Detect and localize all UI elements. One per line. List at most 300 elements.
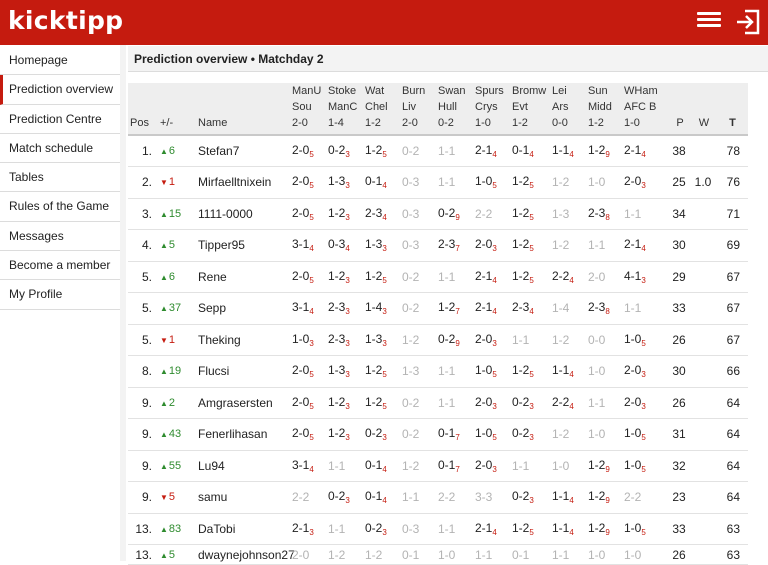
prediction-cell xyxy=(586,230,622,262)
arrow-down-icon: ▼ xyxy=(160,493,168,503)
points-w xyxy=(691,324,715,356)
prediction-score: 1-0 xyxy=(475,363,493,378)
prediction-cell xyxy=(550,293,586,325)
prediction-cell xyxy=(473,356,510,388)
prediction-score: 1-1 xyxy=(588,395,606,410)
prediction-cell xyxy=(586,419,622,451)
player-name[interactable]: Lu94 xyxy=(196,450,290,482)
prediction-cell xyxy=(550,261,586,293)
column-header-match-2[interactable] xyxy=(326,83,363,135)
prediction-score: 2-3 xyxy=(512,300,530,315)
arrow-up-icon: ▲ xyxy=(160,304,168,314)
kicktipp-logo[interactable]: kicktipp xyxy=(8,6,124,35)
player-name[interactable]: Sepp xyxy=(196,293,290,325)
prediction-score: 2-0 xyxy=(292,394,310,409)
prediction-cell xyxy=(363,513,400,545)
prediction-score: 1-2 xyxy=(512,268,530,283)
match-result: 1-4 xyxy=(328,117,344,129)
prediction-score: 1-1 xyxy=(512,332,530,347)
prediction-cell xyxy=(436,167,473,199)
sidebar-item-rules-of-the-game[interactable]: Rules of the Game xyxy=(0,192,120,221)
row-change xyxy=(158,513,196,545)
prediction-points: 3 xyxy=(641,275,646,285)
prediction-cell xyxy=(622,293,667,325)
points-total: 67 xyxy=(715,293,748,325)
column-header-match-4[interactable] xyxy=(400,83,436,135)
points-total: 64 xyxy=(715,482,748,514)
row-change xyxy=(158,419,196,451)
table-row[interactable] xyxy=(128,419,748,451)
column-header-match-9[interactable] xyxy=(586,83,622,135)
prediction-score: 2-0 xyxy=(292,426,310,441)
match-result: 1-0 xyxy=(624,117,640,129)
prediction-points: 4 xyxy=(382,212,387,222)
prediction-points: 5 xyxy=(382,150,387,159)
match-away: Evt xyxy=(512,101,528,113)
prediction-score: 1-2 xyxy=(588,520,606,535)
prediction-score: 1-4 xyxy=(552,301,570,316)
prediction-points: 5 xyxy=(309,212,314,222)
prediction-cell xyxy=(436,293,473,325)
prediction-score: 2-0 xyxy=(292,174,310,189)
column-header-p[interactable]: P xyxy=(667,83,691,135)
sidebar-item-prediction-overview[interactable]: Prediction overview xyxy=(0,75,120,104)
prediction-points: 5 xyxy=(529,275,534,285)
prediction-score: 0-2 xyxy=(402,427,420,442)
page-title: Prediction overview • Matchday 2 xyxy=(134,52,324,66)
points-w xyxy=(691,135,715,167)
row-position: 13. xyxy=(128,545,158,565)
prediction-cell xyxy=(510,513,550,545)
prediction-points: 4 xyxy=(382,181,387,191)
prediction-points: 3 xyxy=(529,496,534,506)
prediction-score: 1-1 xyxy=(402,490,420,505)
points-w xyxy=(691,545,715,565)
prediction-cell xyxy=(510,324,550,356)
prediction-points: 8 xyxy=(605,307,610,317)
prediction-score: 2-2 xyxy=(438,490,456,505)
points-total: 67 xyxy=(715,324,748,356)
prediction-points: 4 xyxy=(529,307,534,317)
row-change xyxy=(158,293,196,325)
player-name[interactable]: Theking xyxy=(196,324,290,356)
table-row[interactable] xyxy=(128,293,748,325)
prediction-points: 7 xyxy=(455,433,460,443)
player-name[interactable]: Amgrasersten xyxy=(196,387,290,419)
match-away: Liv xyxy=(402,101,417,113)
table-row[interactable] xyxy=(128,387,748,419)
prediction-cell xyxy=(586,261,622,293)
prediction-score: 0-3 xyxy=(402,521,420,536)
prediction-cell xyxy=(622,324,667,356)
row-change xyxy=(158,167,196,199)
points-p: 30 xyxy=(667,356,691,388)
sidebar-item-tables[interactable]: Tables xyxy=(0,163,120,192)
prediction-points: 4 xyxy=(309,244,314,254)
table-row[interactable] xyxy=(128,513,748,545)
change-value: 1 xyxy=(168,333,176,346)
points-p: 26 xyxy=(667,545,691,565)
prediction-points: 5 xyxy=(309,401,314,411)
prediction-points: 5 xyxy=(529,370,534,380)
sidebar-item-homepage[interactable]: Homepage xyxy=(0,46,120,75)
prediction-points: 4 xyxy=(492,275,497,285)
prediction-score: 1-2 xyxy=(512,205,530,220)
prediction-points: 3 xyxy=(345,212,350,222)
column-header-match-8[interactable] xyxy=(550,83,586,135)
table-row[interactable] xyxy=(128,135,748,167)
player-name[interactable]: samu xyxy=(196,482,290,514)
prediction-score: 2-2 xyxy=(624,490,642,505)
prediction-cell xyxy=(290,356,326,388)
match-home: Lei xyxy=(552,85,567,97)
row-change xyxy=(158,545,196,565)
prediction-points: 5 xyxy=(529,527,534,537)
prediction-cell xyxy=(290,450,326,482)
points-total: 76 xyxy=(715,167,748,199)
prediction-score: 2-2 xyxy=(552,268,570,283)
row-position: 9. xyxy=(128,482,158,514)
prediction-score: 1-1 xyxy=(438,175,456,190)
prediction-cell xyxy=(586,482,622,514)
prediction-score: 1-2 xyxy=(438,300,456,315)
prediction-points: 8 xyxy=(605,212,610,222)
prediction-cell xyxy=(400,230,436,262)
prediction-score: 0-1 xyxy=(365,174,383,189)
prediction-score: 1-2 xyxy=(588,143,606,157)
column-header-match-10[interactable] xyxy=(622,83,667,135)
prediction-cell xyxy=(436,513,473,545)
prediction-cell xyxy=(473,324,510,356)
prediction-points: 3 xyxy=(529,401,534,411)
prediction-points: 5 xyxy=(641,433,646,443)
prediction-score: 1-2 xyxy=(552,238,570,253)
prediction-cell xyxy=(290,167,326,199)
prediction-score: 3-1 xyxy=(292,300,310,315)
prediction-score: 2-0 xyxy=(475,394,493,409)
prediction-points: 5 xyxy=(529,244,534,254)
table-row[interactable] xyxy=(128,482,748,514)
prediction-cell xyxy=(400,167,436,199)
prediction-cell xyxy=(622,545,667,565)
prediction-points: 4 xyxy=(382,464,387,474)
column-header-match-1[interactable] xyxy=(290,83,326,135)
prediction-points: 5 xyxy=(309,275,314,285)
prediction-cell xyxy=(473,198,510,230)
row-change xyxy=(158,450,196,482)
prediction-points: 7 xyxy=(455,307,460,317)
prediction-points: 3 xyxy=(382,307,387,317)
prediction-cell xyxy=(473,513,510,545)
prediction-score: 1-1 xyxy=(328,521,346,536)
prediction-cell xyxy=(473,293,510,325)
prediction-score: 1-0 xyxy=(624,520,642,535)
prediction-cell xyxy=(550,167,586,199)
prediction-cell xyxy=(473,230,510,262)
prediction-cell xyxy=(586,387,622,419)
player-name[interactable]: Tipper95 xyxy=(196,230,290,262)
match-home: Burn xyxy=(402,85,426,97)
row-change xyxy=(158,135,196,167)
prediction-cell xyxy=(326,198,363,230)
row-change xyxy=(158,482,196,514)
prediction-cell xyxy=(550,450,586,482)
column-header-match-3[interactable] xyxy=(363,83,400,135)
prediction-score: 2-1 xyxy=(475,143,493,157)
prediction-cell xyxy=(622,482,667,514)
prediction-score: 2-3 xyxy=(328,300,346,315)
prediction-score: 2-3 xyxy=(438,237,456,252)
column-header-match-7[interactable] xyxy=(510,83,550,135)
table-header-row xyxy=(128,83,748,135)
prediction-cell xyxy=(622,198,667,230)
points-p: 31 xyxy=(667,419,691,451)
prediction-cell xyxy=(586,545,622,565)
row-position: 1. xyxy=(128,135,158,167)
row-change xyxy=(158,387,196,419)
prediction-points: 5 xyxy=(529,181,534,191)
sidebar-item-match-schedule[interactable]: Match schedule xyxy=(0,134,120,163)
change-value: 5 xyxy=(168,491,176,504)
points-p: 30 xyxy=(667,230,691,262)
prediction-score: 1-2 xyxy=(328,394,346,409)
prediction-score: 0-2 xyxy=(512,426,530,441)
column-header-change[interactable]: +/- xyxy=(158,83,196,135)
prediction-cell xyxy=(473,545,510,565)
prediction-points: 9 xyxy=(605,527,610,537)
row-position: 2. xyxy=(128,167,158,199)
prediction-points: 4 xyxy=(529,150,534,159)
prediction-cell xyxy=(363,230,400,262)
arrow-up-icon: ▲ xyxy=(160,367,168,377)
match-home: Swan xyxy=(438,85,466,97)
prediction-cell xyxy=(436,356,473,388)
prediction-score: 2-0 xyxy=(475,237,493,252)
prediction-score: 1-2 xyxy=(328,426,346,441)
prediction-cell xyxy=(473,167,510,199)
row-position: 3. xyxy=(128,198,158,230)
prediction-points: 3 xyxy=(345,181,350,191)
prediction-score: 3-1 xyxy=(292,457,310,472)
prediction-cell xyxy=(400,387,436,419)
prediction-score: 0-1 xyxy=(438,426,456,441)
prediction-cell xyxy=(400,135,436,167)
prediction-cell xyxy=(400,198,436,230)
points-total: 66 xyxy=(715,356,748,388)
prediction-cell xyxy=(363,545,400,565)
prediction-cell xyxy=(436,261,473,293)
points-w xyxy=(691,419,715,451)
points-p: 34 xyxy=(667,198,691,230)
prediction-score: 0-2 xyxy=(328,489,346,504)
match-away: Ars xyxy=(552,101,569,113)
player-name[interactable]: Rene xyxy=(196,261,290,293)
prediction-cell xyxy=(363,135,400,167)
prediction-cell xyxy=(326,324,363,356)
column-header-match-5[interactable] xyxy=(436,83,473,135)
prediction-points: 5 xyxy=(492,433,497,443)
prediction-score: 1-2 xyxy=(365,394,383,409)
prediction-cell xyxy=(510,230,550,262)
column-header-match-6[interactable] xyxy=(473,83,510,135)
prediction-cell xyxy=(550,324,586,356)
match-result: 1-2 xyxy=(512,117,528,129)
player-name[interactable]: Flucsi xyxy=(196,356,290,388)
change-value: 6 xyxy=(168,270,176,283)
player-name[interactable]: dwaynejohnson27 xyxy=(196,545,290,565)
sidebar-item-messages[interactable]: Messages xyxy=(0,222,120,251)
player-name[interactable]: Stefan7 xyxy=(196,135,290,167)
points-p: 38 xyxy=(667,135,691,167)
prediction-score: 0-3 xyxy=(328,237,346,252)
table-row[interactable] xyxy=(128,167,748,199)
prediction-score: 1-2 xyxy=(402,332,420,347)
change-value: 5 xyxy=(168,548,176,561)
arrow-up-icon: ▲ xyxy=(160,398,168,408)
row-position: 13. xyxy=(128,513,158,545)
prediction-cell xyxy=(400,450,436,482)
prediction-score: 2-0 xyxy=(292,547,310,562)
table-row[interactable] xyxy=(128,450,748,482)
prediction-cell xyxy=(550,482,586,514)
prediction-score: 1-3 xyxy=(402,364,420,379)
prediction-score: 0-0 xyxy=(588,332,606,347)
prediction-score: 1-1 xyxy=(438,144,456,158)
prediction-cell xyxy=(436,135,473,167)
prediction-points: 3 xyxy=(492,464,497,474)
player-name[interactable]: Mirfaelltnixein xyxy=(196,167,290,199)
points-p: 26 xyxy=(667,387,691,419)
match-away: Chel xyxy=(365,101,388,113)
match-away: Midd xyxy=(588,101,612,113)
sidebar-divider xyxy=(120,45,126,561)
arrow-up-icon: ▲ xyxy=(160,209,168,219)
table-row[interactable] xyxy=(128,356,748,388)
prediction-score: 3-1 xyxy=(292,237,310,252)
prediction-score: 0-2 xyxy=(402,144,420,158)
hamburger-menu-icon[interactable] xyxy=(697,12,721,32)
prediction-score: 2-0 xyxy=(475,457,493,472)
prediction-points: 4 xyxy=(569,401,574,411)
match-away: Crys xyxy=(475,101,498,113)
points-total: 63 xyxy=(715,513,748,545)
sidebar-item-my-profile[interactable]: My Profile xyxy=(0,280,120,309)
prediction-points: 9 xyxy=(455,212,460,222)
prediction-cell xyxy=(550,356,586,388)
prediction-score: 1-2 xyxy=(512,520,530,535)
prediction-score: 1-0 xyxy=(438,547,456,562)
player-name[interactable]: Fenerlihasan xyxy=(196,419,290,451)
prediction-cell xyxy=(363,419,400,451)
prediction-points: 3 xyxy=(641,181,646,191)
prediction-points: 5 xyxy=(309,181,314,191)
prediction-score: 2-2 xyxy=(552,394,570,409)
match-home: Sun xyxy=(588,85,608,97)
prediction-cell xyxy=(290,324,326,356)
match-result: 1-2 xyxy=(588,117,604,129)
match-result: 2-0 xyxy=(292,117,308,129)
table-row[interactable] xyxy=(128,324,748,356)
prediction-cell xyxy=(290,545,326,565)
prediction-score: 1-1 xyxy=(438,364,456,379)
table-row[interactable] xyxy=(128,261,748,293)
prediction-cell xyxy=(586,450,622,482)
column-header-name[interactable]: Name xyxy=(196,83,290,135)
prediction-points: 4 xyxy=(382,496,387,506)
table-row[interactable] xyxy=(128,230,748,262)
sidebar-item-prediction-centre[interactable]: Prediction Centre xyxy=(0,105,120,134)
column-header-t[interactable]: T xyxy=(715,83,748,135)
row-position: 9. xyxy=(128,387,158,419)
prediction-points: 5 xyxy=(309,433,314,443)
prediction-score: 1-2 xyxy=(365,268,383,283)
match-home: Wat xyxy=(365,85,385,97)
points-total: 69 xyxy=(715,230,748,262)
table-row[interactable] xyxy=(128,198,748,230)
player-name[interactable]: 1111-0000 xyxy=(196,198,290,230)
prediction-cell xyxy=(363,356,400,388)
prediction-score: 1-0 xyxy=(624,426,642,441)
prediction-cell xyxy=(326,513,363,545)
change-value: 6 xyxy=(168,145,176,157)
prediction-cell xyxy=(436,419,473,451)
prediction-points: 5 xyxy=(382,370,387,380)
prediction-points: 3 xyxy=(492,401,497,411)
column-header-w[interactable]: W xyxy=(691,83,715,135)
prediction-cell xyxy=(586,167,622,199)
prediction-points: 3 xyxy=(641,401,646,411)
prediction-cell xyxy=(473,419,510,451)
prediction-cell xyxy=(290,387,326,419)
prediction-score: 2-0 xyxy=(292,205,310,220)
prediction-cell xyxy=(363,482,400,514)
prediction-score: 0-2 xyxy=(365,520,383,535)
points-total: 64 xyxy=(715,419,748,451)
prediction-points: 5 xyxy=(641,338,646,348)
prediction-score: 0-2 xyxy=(402,301,420,316)
points-w xyxy=(691,198,715,230)
prediction-cell xyxy=(436,387,473,419)
prediction-cell xyxy=(550,419,586,451)
row-change xyxy=(158,261,196,293)
logout-icon[interactable] xyxy=(735,8,761,36)
prediction-table xyxy=(128,83,748,565)
prediction-points: 4 xyxy=(569,496,574,506)
prediction-score: 1-2 xyxy=(512,174,530,189)
prediction-score: 4-1 xyxy=(624,268,642,283)
row-position: 5. xyxy=(128,293,158,325)
prediction-score: 1-1 xyxy=(512,458,530,473)
row-change xyxy=(158,198,196,230)
table-row[interactable] xyxy=(128,545,748,565)
prediction-cell xyxy=(586,324,622,356)
match-result: 1-0 xyxy=(475,117,491,129)
prediction-score: 0-2 xyxy=(512,489,530,504)
player-name[interactable]: DaTobi xyxy=(196,513,290,545)
prediction-cell xyxy=(586,513,622,545)
prediction-points: 3 xyxy=(382,244,387,254)
prediction-score: 1-1 xyxy=(475,547,493,562)
prediction-points: 3 xyxy=(345,275,350,285)
sidebar-item-become-a-member[interactable]: Become a member xyxy=(0,251,120,280)
column-header-pos[interactable]: Pos xyxy=(128,83,158,135)
prediction-points: 4 xyxy=(492,150,497,159)
prediction-score: 0-2 xyxy=(402,395,420,410)
prediction-cell xyxy=(510,261,550,293)
prediction-score: 1-1 xyxy=(552,489,570,504)
prediction-points: 3 xyxy=(529,433,534,443)
change-value: 2 xyxy=(168,396,176,409)
